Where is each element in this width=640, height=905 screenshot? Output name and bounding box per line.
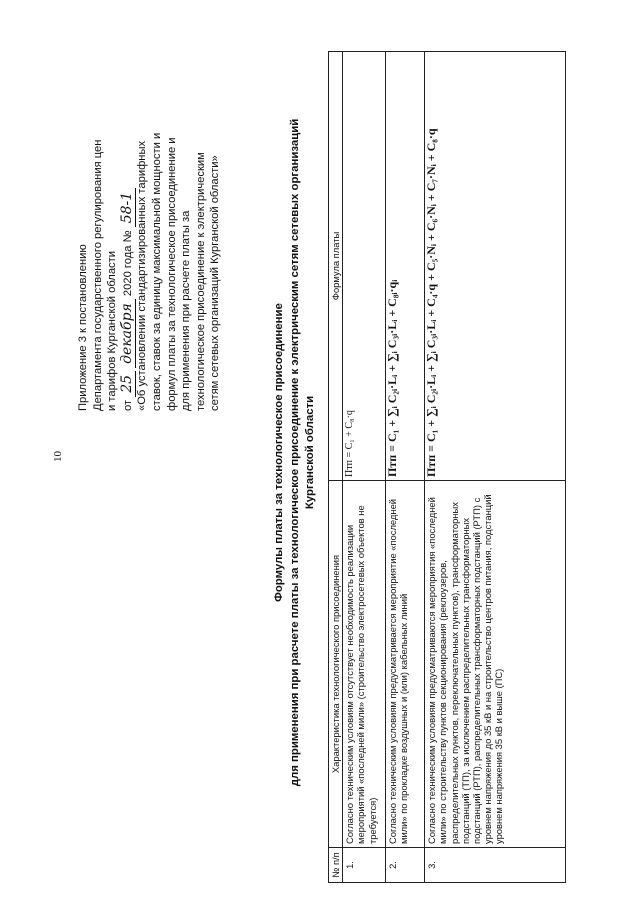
document-title: Формулы платы за технологическое присоединение bbox=[273, 303, 285, 602]
document-subtitle-region: Курганской области bbox=[304, 395, 316, 510]
appendix-title-line: «Об установлении стандартизированных тарифных bbox=[136, 140, 149, 411]
row-description: Согласно техническим условиям предусматривается мероприятие «последней мили» по прокладке воздушных и (или) кабельных линий bbox=[386, 481, 425, 848]
row-formula: Птп = C₁ + ∑ᵢ C₂ᵢ·Lᵢ + ∑ᵢ C₃ᵢ·Lᵢ + C₄·q + C₅·Nᵢ + C₆·Nᵢ + C₇·Nᵢ + C₈·q bbox=[425, 52, 566, 481]
appendix-title-line: ставок, ставок за единицу максимальной мощности и bbox=[150, 132, 163, 411]
row-num: 1. bbox=[343, 848, 386, 883]
header-description: Характеристика технологического присоединения bbox=[329, 481, 343, 848]
fee-formulas-table bbox=[328, 51, 566, 883]
table-row bbox=[425, 52, 566, 883]
handwritten-number: 58-1 bbox=[119, 188, 136, 227]
table-row bbox=[343, 52, 386, 883]
row-formula: Птп = C₁ + ∑ᵢ C₂ᵢ·Lᵢ + ∑ᵢ C₃ᵢ·Lᵢ + C₈ᵢ·qᵢ bbox=[386, 52, 425, 481]
appendix-title-line: для применения при расчете платы за bbox=[180, 210, 193, 411]
row-num: 3. bbox=[425, 848, 566, 883]
row-description: Согласно техническим условиям отсутствует необходимость реализации мероприятий «последней мили» (строительство электросетевых объектов не требуется) bbox=[343, 481, 386, 848]
document-subtitle: для применения при расчете платы за технологическое присоединение к электрическим сетям сетевых организаций bbox=[289, 118, 301, 787]
page-number: 10 bbox=[52, 451, 64, 462]
appendix-line: Департамента государственного регулирования цен bbox=[91, 139, 104, 411]
appendix-line: Приложение 3 к постановлению bbox=[77, 244, 89, 411]
appendix-line: и тарифов Курганской области bbox=[106, 250, 119, 411]
appendix-title-line: сетям сетевых организаций Курганской области» bbox=[209, 155, 222, 411]
handwritten-month: декабря bbox=[119, 299, 136, 368]
row-num: 2. bbox=[386, 848, 425, 883]
table-row bbox=[386, 52, 425, 883]
table-header-row bbox=[329, 52, 343, 883]
header-formula: Формула платы bbox=[329, 52, 343, 481]
row-formula: Птп = C₁ + C₈·q bbox=[343, 52, 386, 481]
date-year: 2020 года № bbox=[121, 230, 134, 297]
row-description: Согласно техническим условиям предусматриваются мероприятия «последней мили» по строительству пунктов секционирования (реклоузеров, распределительных пунктов, переключательных пунктов), трансформаторных подстанций (ТП), за исключением распределительных трансформаторных подстанций (РТП), распределительных трансформаторных подстанций (РТП) с уровнем напряжения до 35 кВ и на строительство центров питания, подстанций уровнем напряжения 35 кВ и выше (ПС) bbox=[425, 481, 566, 848]
appendix-title-line: технологическое присоединение к электрическим bbox=[194, 152, 207, 411]
handwritten-day: 25 bbox=[119, 371, 136, 397]
header-num: № п/п bbox=[329, 848, 343, 883]
appendix-title-line: формул платы за технологическое присоединение и bbox=[165, 137, 178, 411]
date-prefix: от bbox=[121, 399, 134, 411]
appendix-date-line bbox=[120, 81, 136, 411]
appendix-header bbox=[76, 81, 223, 411]
